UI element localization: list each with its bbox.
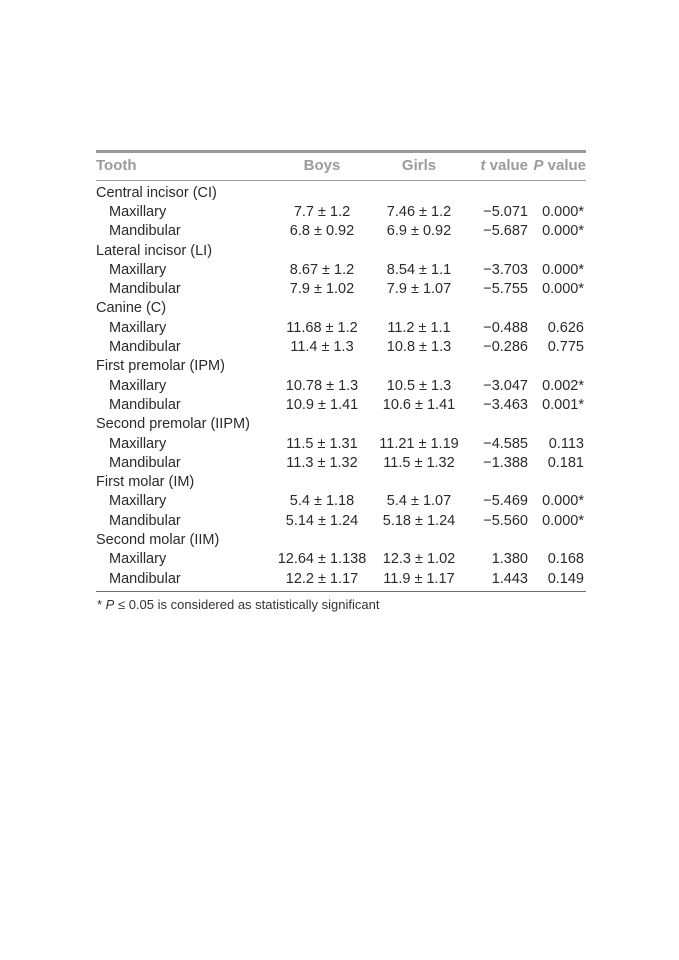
cell-jaw: Mandibular bbox=[109, 396, 181, 413]
header-girls: Girls bbox=[401, 156, 437, 174]
cell-p-value: 0.000* bbox=[542, 493, 584, 510]
group-row bbox=[96, 241, 586, 260]
cell-p-value: 0.000* bbox=[542, 512, 584, 529]
header-p-value bbox=[528, 153, 586, 177]
cell-boys: 7.7 ± 1.2 bbox=[293, 203, 351, 220]
group-label: Second premolar (IIPM) bbox=[96, 416, 250, 433]
footnote-text: ≤ 0.05 is considered as statistically significant bbox=[114, 597, 380, 613]
cell-p-value: 0.001* bbox=[542, 396, 584, 413]
cell-girls: 5.18 ± 1.24 bbox=[382, 512, 456, 529]
cell-jaw: Maxillary bbox=[109, 493, 167, 510]
cell-jaw: Mandibular bbox=[109, 223, 181, 240]
table-row bbox=[96, 550, 586, 569]
cell-t-value: −5.469 bbox=[483, 493, 528, 510]
group-label: First molar (IM) bbox=[96, 474, 195, 491]
table-row bbox=[96, 337, 586, 356]
table-row bbox=[96, 395, 586, 414]
cell-girls: 12.3 ± 1.02 bbox=[382, 551, 456, 568]
cell-jaw: Mandibular bbox=[109, 512, 181, 529]
header-p-symbol: P bbox=[533, 156, 544, 174]
cell-girls: 10.6 ± 1.41 bbox=[382, 396, 456, 413]
group-label: Central incisor (CI) bbox=[96, 184, 217, 201]
cell-boys: 11.68 ± 1.2 bbox=[286, 319, 358, 336]
cell-p-value: 0.626 bbox=[547, 319, 584, 336]
cell-girls: 8.54 ± 1.1 bbox=[386, 261, 452, 278]
table-footnote bbox=[96, 597, 586, 612]
cell-girls: 11.5 ± 1.32 bbox=[383, 454, 455, 471]
cell-girls: 7.46 ± 1.2 bbox=[386, 203, 452, 220]
cell-girls: 10.5 ± 1.3 bbox=[386, 377, 452, 394]
cell-girls: 11.9 ± 1.17 bbox=[383, 570, 455, 587]
cell-boys: 12.2 ± 1.17 bbox=[285, 570, 359, 587]
cell-jaw: Mandibular bbox=[109, 339, 181, 356]
table-row bbox=[96, 434, 586, 453]
cell-jaw: Maxillary bbox=[109, 551, 167, 568]
cell-p-value: 0.181 bbox=[547, 454, 584, 471]
data-table-container bbox=[96, 150, 586, 612]
group-label: Lateral incisor (LI) bbox=[96, 242, 213, 259]
header-tooth: Tooth bbox=[96, 156, 137, 174]
table-row bbox=[96, 511, 586, 530]
group-label: Canine (C) bbox=[96, 300, 167, 317]
cell-t-value: −5.071 bbox=[483, 203, 528, 220]
table-row bbox=[96, 222, 586, 241]
cell-boys: 11.5 ± 1.31 bbox=[286, 435, 358, 452]
table-row bbox=[96, 318, 586, 337]
group-row bbox=[96, 415, 586, 434]
group-row bbox=[96, 530, 586, 549]
table-row bbox=[96, 202, 586, 221]
table-header-rule bbox=[96, 180, 586, 181]
cell-t-value: −1.388 bbox=[483, 454, 528, 471]
cell-jaw: Maxillary bbox=[109, 261, 167, 278]
cell-t-value: 1.380 bbox=[491, 551, 528, 568]
cell-girls: 10.8 ± 1.3 bbox=[386, 339, 452, 356]
cell-boys: 5.4 ± 1.18 bbox=[289, 493, 355, 510]
cell-jaw: Mandibular bbox=[109, 570, 181, 587]
group-label: First premolar (IPM) bbox=[96, 358, 225, 375]
footnote-star: * bbox=[97, 597, 106, 613]
cell-jaw: Mandibular bbox=[109, 281, 181, 298]
cell-t-value: 1.443 bbox=[491, 570, 528, 587]
cell-p-value: 0.000* bbox=[542, 203, 584, 220]
header-t-symbol: t bbox=[480, 156, 486, 174]
cell-t-value: −5.560 bbox=[483, 512, 528, 529]
cell-p-value: 0.168 bbox=[547, 551, 584, 568]
cell-girls: 11.21 ± 1.19 bbox=[379, 435, 459, 452]
cell-p-value: 0.775 bbox=[547, 339, 584, 356]
cell-girls: 5.4 ± 1.07 bbox=[386, 493, 452, 510]
cell-jaw: Maxillary bbox=[109, 377, 167, 394]
cell-jaw: Maxillary bbox=[109, 435, 167, 452]
table-row bbox=[96, 279, 586, 298]
group-row bbox=[96, 472, 586, 491]
cell-boys: 11.4 ± 1.3 bbox=[290, 339, 354, 356]
cell-t-value: −0.286 bbox=[483, 339, 528, 356]
header-t-value bbox=[466, 153, 528, 177]
cell-t-value: −3.047 bbox=[483, 377, 528, 394]
group-row bbox=[96, 357, 586, 376]
cell-t-value: −5.755 bbox=[483, 281, 528, 298]
cell-girls: 7.9 ± 1.07 bbox=[386, 281, 452, 298]
comparison-table bbox=[96, 153, 586, 588]
header-t-label: value bbox=[485, 156, 528, 174]
cell-p-value: 0.113 bbox=[548, 435, 584, 452]
table-row bbox=[96, 453, 586, 472]
cell-t-value: −0.488 bbox=[483, 319, 528, 336]
cell-boys: 8.67 ± 1.2 bbox=[289, 261, 355, 278]
cell-p-value: 0.000* bbox=[542, 261, 584, 278]
cell-t-value: −3.703 bbox=[483, 261, 528, 278]
group-row bbox=[96, 299, 586, 318]
cell-boys: 6.8 ± 0.92 bbox=[289, 223, 355, 240]
header-boys: Boys bbox=[303, 156, 341, 174]
header-row bbox=[96, 153, 586, 177]
cell-p-value: 0.149 bbox=[547, 570, 584, 587]
footnote-p-symbol: P bbox=[105, 597, 115, 613]
cell-p-value: 0.002* bbox=[542, 377, 584, 394]
cell-jaw: Maxillary bbox=[109, 319, 167, 336]
header-p-label: value bbox=[543, 156, 586, 174]
cell-girls: 11.2 ± 1.1 bbox=[387, 319, 451, 336]
cell-t-value: −4.585 bbox=[483, 435, 528, 452]
cell-girls: 6.9 ± 0.92 bbox=[386, 223, 452, 240]
cell-boys: 7.9 ± 1.02 bbox=[289, 281, 355, 298]
cell-boys: 10.9 ± 1.41 bbox=[285, 396, 359, 413]
table-body bbox=[96, 177, 586, 588]
cell-p-value: 0.000* bbox=[542, 281, 584, 298]
cell-t-value: −3.463 bbox=[483, 396, 528, 413]
group-label: Second molar (IIM) bbox=[96, 531, 220, 548]
table-row bbox=[96, 260, 586, 279]
cell-boys: 11.3 ± 1.32 bbox=[286, 454, 358, 471]
cell-p-value: 0.000* bbox=[542, 223, 584, 240]
cell-boys: 10.78 ± 1.3 bbox=[285, 377, 359, 394]
cell-jaw: Mandibular bbox=[109, 454, 181, 471]
table-bottom-rule bbox=[96, 591, 586, 592]
cell-jaw: Maxillary bbox=[109, 203, 167, 220]
table-row bbox=[96, 492, 586, 511]
table-row bbox=[96, 569, 586, 588]
cell-boys: 12.64 ± 1.138 bbox=[277, 551, 367, 568]
cell-boys: 5.14 ± 1.24 bbox=[285, 512, 359, 529]
table-row bbox=[96, 376, 586, 395]
cell-t-value: −5.687 bbox=[483, 223, 528, 240]
group-row bbox=[96, 183, 586, 202]
